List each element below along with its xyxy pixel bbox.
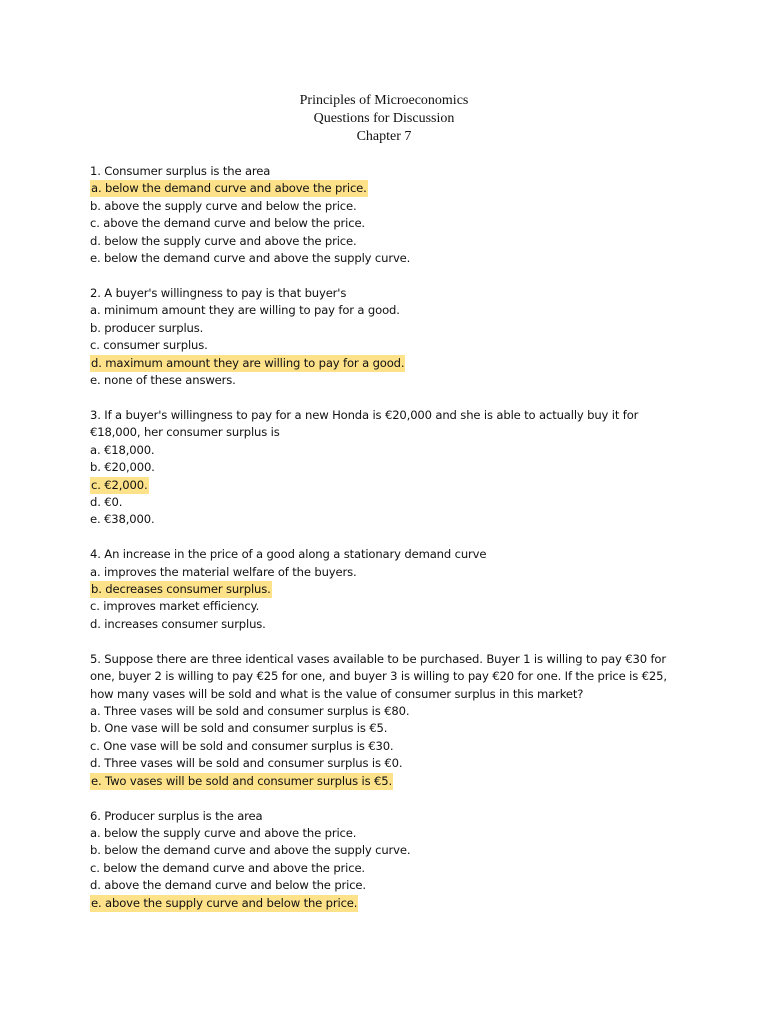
answer-option (90, 180, 690, 197)
answer-text: d. increases consumer surplus. (90, 616, 266, 631)
answer-option (90, 442, 690, 459)
document-subtitle: Questions for Discussion (313, 111, 455, 126)
highlighted-answer: c. €2,000. (91, 477, 148, 492)
question-stem: one, buyer 2 is willing to pay €25 for one, and buyer 3 is willing to pay €20 for one. If the price is €25, (90, 669, 667, 684)
answer-text: e. €38,000. (90, 512, 155, 527)
highlighted-answer: a. below the demand curve and above the price. (91, 181, 367, 196)
question-list (90, 163, 690, 929)
answer-option (90, 372, 690, 389)
question-stem: €18,000, her consumer surplus is (90, 425, 280, 440)
answer-text: b. below the demand curve and above the supply curve. (90, 843, 411, 858)
answer-option (90, 581, 690, 598)
answer-option (90, 616, 690, 633)
answer-option (90, 198, 690, 215)
question-block (90, 163, 690, 267)
answer-option (90, 511, 690, 528)
answer-text: d. below the supply curve and above the price. (90, 233, 357, 248)
question-block (90, 808, 690, 912)
answer-option (90, 233, 690, 250)
answer-text: b. above the supply curve and below the price. (90, 198, 357, 213)
answer-text: a. minimum amount they are willing to pay for a good. (90, 303, 400, 318)
highlighted-answer: e. above the supply curve and below the price. (91, 895, 358, 910)
answer-option (90, 355, 690, 372)
answer-text: e. none of these answers. (90, 372, 236, 387)
answer-text: c. consumer surplus. (90, 338, 208, 353)
question-stem: 2. A buyer's willingness to pay is that buyer's (90, 285, 347, 300)
answer-option (90, 877, 690, 894)
document-header (0, 92, 768, 146)
answer-text: d. above the demand curve and below the price. (90, 878, 366, 893)
highlighted-answer: d. maximum amount they are willing to pay for a good. (91, 355, 405, 370)
course-title: Principles of Microeconomics (299, 93, 469, 108)
answer-option (90, 825, 690, 842)
answer-option (90, 720, 690, 737)
answer-option (90, 320, 690, 337)
question-stem: 3. If a buyer's willingness to pay for a new Honda is €20,000 and she is able to actually buy it for (90, 407, 639, 422)
answer-text: c. improves market efficiency. (90, 599, 260, 614)
answer-text: a. improves the material welfare of the buyers. (90, 564, 357, 579)
answer-option (90, 215, 690, 232)
answer-option (90, 755, 690, 772)
answer-option (90, 738, 690, 755)
question-block (90, 407, 690, 529)
answer-text: b. producer surplus. (90, 320, 204, 335)
answer-option (90, 459, 690, 476)
question-block (90, 285, 690, 389)
answer-option (90, 494, 690, 511)
chapter-label: Chapter 7 (356, 129, 412, 144)
answer-option (90, 598, 690, 615)
question-stem: how many vases will be sold and what is the value of consumer surplus in this market? (90, 686, 584, 701)
question-stem: 1. Consumer surplus is the area (90, 164, 271, 178)
answer-text: b. One vase will be sold and consumer surplus is €5. (90, 721, 388, 736)
answer-option (90, 842, 690, 859)
question-block (90, 651, 690, 790)
answer-option (90, 250, 690, 267)
answer-text: a. below the supply curve and above the price. (90, 825, 357, 840)
answer-option (90, 703, 690, 720)
question-stem: 4. An increase in the price of a good along a stationary demand curve (90, 547, 487, 562)
answer-option (90, 302, 690, 319)
highlighted-answer: e. Two vases will be sold and consumer surplus is €5. (91, 773, 393, 788)
answer-text: d. €0. (90, 494, 123, 509)
answer-text: c. above the demand curve and below the price. (90, 216, 365, 231)
answer-text: c. below the demand curve and above the price. (90, 860, 365, 875)
answer-option (90, 477, 690, 494)
question-block (90, 546, 690, 633)
answer-text: d. Three vases will be sold and consumer surplus is €0. (90, 756, 403, 771)
answer-option (90, 895, 690, 912)
question-stem: 5. Suppose there are three identical vases available to be purchased. Buyer 1 is willing to pay €30 for (90, 651, 666, 666)
answer-option (90, 564, 690, 581)
answer-text: b. €20,000. (90, 460, 155, 475)
answer-option (90, 773, 690, 790)
answer-text: e. below the demand curve and above the supply curve. (90, 251, 411, 266)
highlighted-answer: b. decreases consumer surplus. (91, 582, 271, 597)
answer-text: c. One vase will be sold and consumer surplus is €30. (90, 738, 394, 753)
answer-option (90, 860, 690, 877)
question-stem: 6. Producer surplus is the area (90, 808, 263, 823)
answer-text: a. Three vases will be sold and consumer surplus is €80. (90, 703, 410, 718)
answer-option (90, 337, 690, 354)
answer-text: a. €18,000. (90, 442, 155, 457)
